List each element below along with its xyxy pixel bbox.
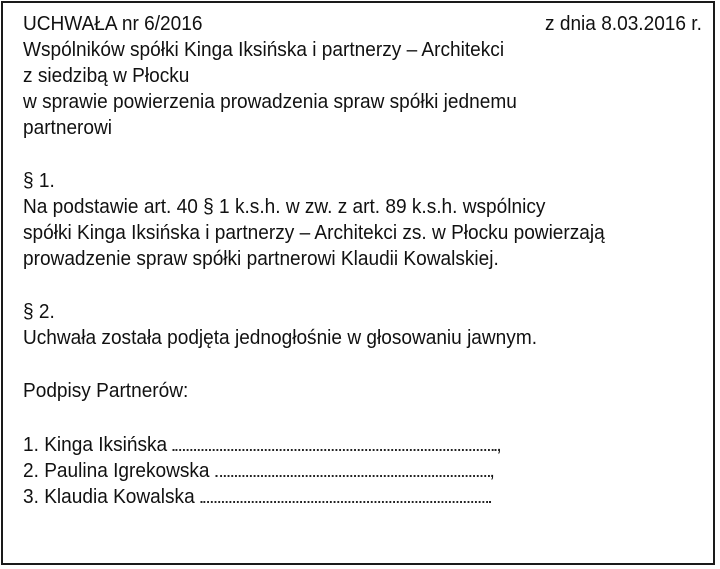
resolution-document	[23, 11, 702, 509]
blank-line	[23, 141, 659, 168]
partner-name: 2. Paulina Igrekowska	[23, 459, 210, 482]
section-1-heading: § 1.	[23, 169, 55, 192]
intro-line: Wspólników spółki Kinga Iksińska i partnerzy – Architekci	[23, 38, 505, 61]
blank-line	[23, 272, 659, 299]
section-1-text-line: spółki Kinga Iksińska i partnerzy – Architekci zs. w Płocku powierzają	[23, 221, 605, 244]
signature-row	[23, 483, 659, 509]
signature-comma: ,	[496, 433, 502, 456]
signature-line	[200, 483, 490, 503]
signatures-heading: Podpisy Partnerów:	[23, 379, 189, 402]
resolution-title: UCHWAŁA nr 6/2016	[23, 12, 203, 35]
document-frame	[1, 1, 715, 565]
signature-line	[173, 431, 497, 451]
partner-name: 3. Klaudia Kowalska	[23, 485, 195, 508]
intro-line: z siedzibą w Płocku	[23, 64, 190, 87]
intro-line: w sprawie powierzenia prowadzenia spraw spółki jednemu	[23, 90, 517, 113]
section-1-text-line: prowadzenie spraw spółki partnerowi Klaudii Kowalskiej.	[23, 247, 499, 270]
section-2-text-line: Uchwała została podjęta jednogłośnie w głosowaniu jawnym.	[23, 326, 537, 349]
intro-line: partnerowi	[23, 116, 113, 139]
blank-line	[23, 351, 659, 378]
signature-line	[215, 457, 489, 477]
section-1-text-line: Na podstawie art. 40 § 1 k.s.h. w zw. z art. 89 k.s.h. wspólnicy	[23, 195, 546, 218]
resolution-date: z dnia 8.03.2016 r.	[545, 12, 702, 35]
header-row	[23, 11, 702, 37]
signature-row	[23, 431, 659, 457]
signature-row	[23, 457, 659, 483]
partner-name: 1. Kinga Iksińska	[23, 433, 168, 456]
signature-comma: ,	[489, 459, 495, 482]
section-2-heading: § 2.	[23, 300, 55, 323]
blank-line	[23, 404, 659, 431]
